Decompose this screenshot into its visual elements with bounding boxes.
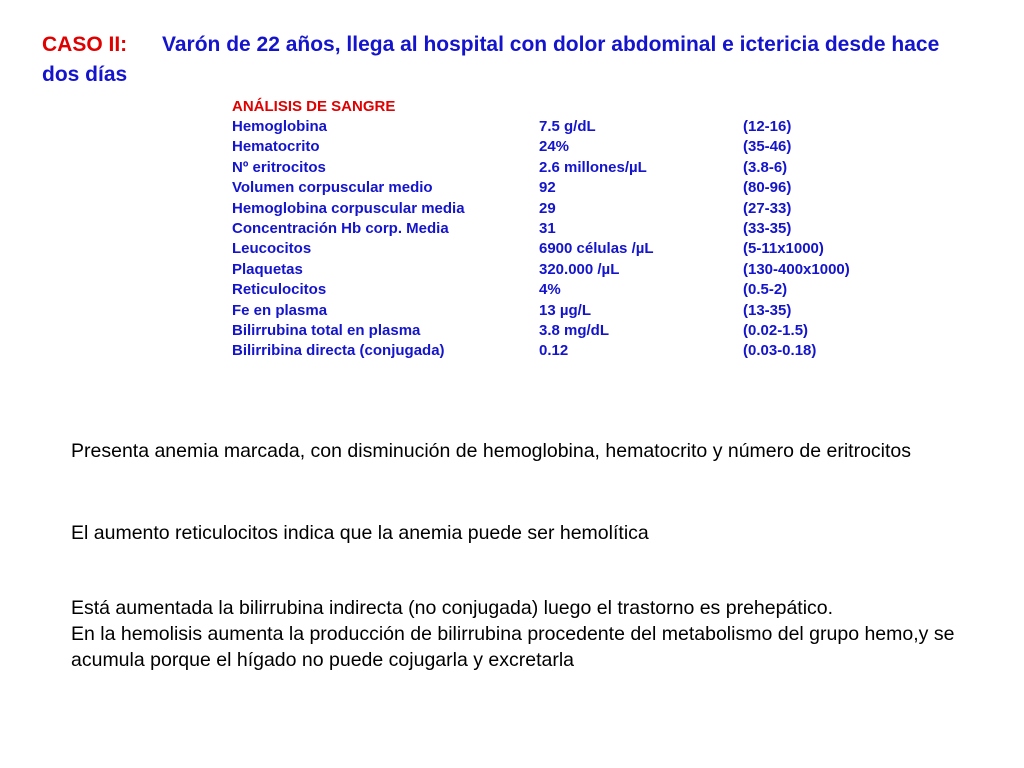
lab-name: Hemoglobina corpuscular media <box>232 199 465 217</box>
lab-value: 320.000 /µL <box>539 260 620 278</box>
lab-reference: (0.02-1.5) <box>743 322 809 340</box>
lab-row <box>232 178 943 198</box>
lab-reference: (35-46) <box>743 138 792 156</box>
lab-value: 13 µg/L <box>539 301 591 319</box>
lab-name: Bilirrubina total en plasma <box>232 322 421 340</box>
case-label: CASO II: <box>42 33 128 56</box>
lab-rows <box>232 117 943 362</box>
lab-value: 6900 células /µL <box>539 240 654 258</box>
lab-row <box>232 117 943 137</box>
lab-name: Volumen corpuscular medio <box>232 179 433 197</box>
finding-anemia-text: Presenta anemia marcada, con disminución de hemoglobina, hematocrito y número de eritrocitos <box>71 440 912 462</box>
lab-reference: (13-35) <box>743 301 792 319</box>
lab-name: Hemoglobina <box>232 118 328 135</box>
lab-value: 31 <box>539 220 556 238</box>
lab-name: Bilirribina directa (conjugada) <box>232 342 445 360</box>
lab-value: 92 <box>539 179 556 197</box>
finding-reticulocytes <box>71 520 971 546</box>
lab-row <box>232 301 943 321</box>
lab-name: Reticulocitos <box>232 281 327 299</box>
lab-row <box>232 239 943 259</box>
lab-row <box>232 219 943 239</box>
lab-row <box>232 341 943 361</box>
finding-bilirubin-line2: En la hemolisis aumenta la producción de bilirrubina procedente del metabolismo del grupo hemo,y se acumula porque el hígado no puede cojugarla y excretarla <box>71 623 955 671</box>
lab-row <box>232 158 943 178</box>
lab-reference: (0.5-2) <box>743 281 788 299</box>
lab-row <box>232 321 943 341</box>
lab-value: 3.8 mg/dL <box>539 322 610 340</box>
finding-bilirubin-line1: Está aumentada la bilirrubina indirecta (no conjugada) luego el trastorno es prehepático. <box>71 597 834 619</box>
lab-reference: (27-33) <box>743 199 792 217</box>
lab-reference: (12-16) <box>743 118 792 135</box>
lab-reference: (130-400x1000) <box>743 260 850 278</box>
finding-reticulocytes-text: El aumento reticulocitos indica que la anemia puede ser hemolítica <box>71 522 649 544</box>
blood-analysis-section <box>232 97 952 362</box>
lab-name: Plaquetas <box>232 260 303 278</box>
lab-row <box>232 260 943 280</box>
finding-bilirubin <box>71 595 971 673</box>
blood-analysis-title: ANÁLISIS DE SANGRE <box>232 98 396 115</box>
lab-name: Concentración Hb corp. Media <box>232 220 449 238</box>
lab-value: 29 <box>539 199 556 217</box>
lab-name: Nº eritrocitos <box>232 158 326 176</box>
finding-anemia <box>71 438 971 464</box>
lab-value: 4% <box>539 281 561 299</box>
lab-name: Leucocitos <box>232 240 312 258</box>
lab-reference: (80-96) <box>743 179 792 197</box>
lab-value: 0.12 <box>539 342 569 360</box>
lab-value: 7.5 g/dL <box>539 118 596 135</box>
lab-row <box>232 199 943 219</box>
lab-name: Fe en plasma <box>232 301 328 319</box>
lab-name: Hematocrito <box>232 138 320 156</box>
lab-value: 24% <box>539 138 570 156</box>
lab-row <box>232 280 943 300</box>
lab-reference: (5-11x1000) <box>743 240 824 258</box>
case-description: Varón de 22 años, llega al hospital con dolor abdominal e ictericia desde hace dos días <box>42 33 940 86</box>
lab-row <box>232 137 943 157</box>
lab-reference: (3.8-6) <box>743 158 788 176</box>
lab-reference: (0.03-0.18) <box>743 342 817 360</box>
lab-reference: (33-35) <box>743 220 792 238</box>
case-header <box>42 30 982 90</box>
blood-analysis-table <box>232 117 943 362</box>
lab-value: 2.6 millones/µL <box>539 158 647 176</box>
